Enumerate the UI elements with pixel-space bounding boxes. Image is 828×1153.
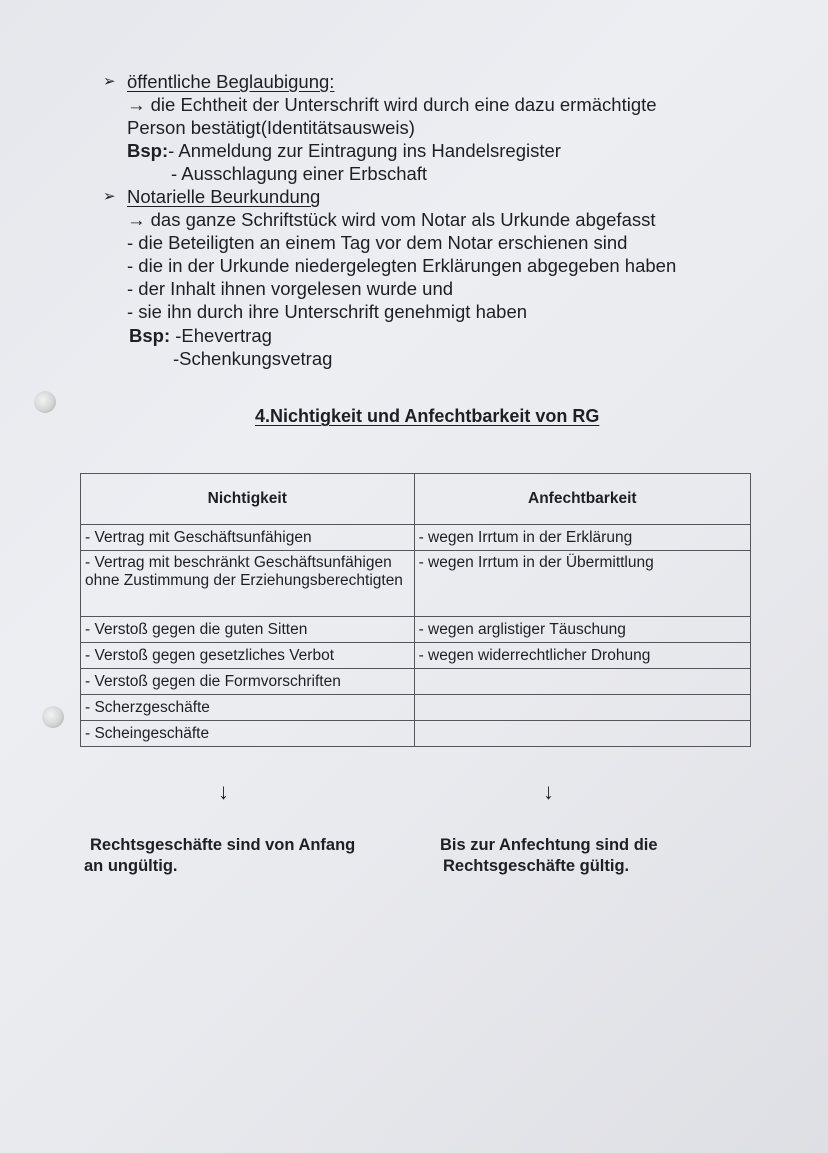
table-cell: - Verstoß gegen die guten Sitten bbox=[81, 617, 415, 643]
beglaubigung-example-1-text: - Anmeldung zur Eintragung ins Handelsregister bbox=[168, 140, 561, 161]
beglaubigung-line-2: Person bestätigt(Identitätsausweis) bbox=[127, 117, 415, 138]
table-cell bbox=[414, 721, 750, 747]
table-cell: - Vertrag mit Geschäftsunfähigen bbox=[81, 525, 415, 551]
beurkundung-line-5: - sie ihn durch ihre Unterschrift genehmigt haben bbox=[127, 301, 528, 322]
comparison-table bbox=[80, 473, 751, 747]
header-nichtigkeit: Nichtigkeit bbox=[81, 474, 415, 525]
table-row bbox=[81, 551, 751, 617]
header-anfechtbarkeit: Anfechtbarkeit bbox=[414, 474, 750, 525]
table-cell: - Verstoß gegen gesetzliches Verbot bbox=[81, 643, 415, 669]
beurkundung-line-1: → das ganze Schriftstück wird vom Notar als Urkunde abgefasst bbox=[127, 209, 656, 230]
bullet-arrow-icon: ➢ bbox=[103, 73, 116, 90]
table-cell: - wegen widerrechtlicher Drohung bbox=[414, 643, 750, 669]
table-row bbox=[81, 721, 751, 747]
beglaubigung-title: öffentliche Beglaubigung: bbox=[127, 71, 335, 92]
beurkundung-example-2: -Schenkungsvetrag bbox=[173, 348, 333, 369]
table-row bbox=[81, 617, 751, 643]
beurkundung-bsp-label: Bsp: bbox=[129, 325, 171, 346]
section-heading: 4.Nichtigkeit und Anfechtbarkeit von RG bbox=[255, 406, 600, 426]
beurkundung-example-1-text: -Ehevertrag bbox=[170, 325, 272, 346]
beurkundung-example-1 bbox=[129, 324, 272, 347]
table-cell: - Vertrag mit beschränkt Geschäftsunfähigen ohne Zustimmung der Erziehungsberechtigten bbox=[81, 551, 415, 617]
table-header-row bbox=[81, 474, 751, 525]
table-row bbox=[81, 525, 751, 551]
beurkundung-line-4: - der Inhalt ihnen vorgelesen wurde und bbox=[127, 278, 454, 299]
table-cell: - Scheingeschäfte bbox=[81, 721, 415, 747]
table-cell bbox=[414, 669, 750, 695]
beglaubigung-bsp-label: Bsp: bbox=[127, 140, 169, 161]
bullet-arrow-icon: ➢ bbox=[103, 188, 116, 205]
conclusion-right-line-1: Bis zur Anfechtung sind die bbox=[440, 836, 658, 854]
table-cell bbox=[414, 695, 750, 721]
beglaubigung-line-1: → die Echtheit der Unterschrift wird durch eine dazu ermächtigte bbox=[127, 94, 657, 115]
table-row bbox=[81, 643, 751, 669]
table-cell: - wegen arglistiger Täuschung bbox=[414, 617, 750, 643]
beurkundung-line-3: - die in der Urkunde niedergelegten Erklärungen abgegeben haben bbox=[127, 255, 677, 276]
table-row bbox=[81, 695, 751, 721]
punch-hole-bottom bbox=[42, 706, 64, 728]
table-cell: - wegen Irrtum in der Übermittlung bbox=[414, 551, 750, 617]
punch-hole-top bbox=[34, 391, 56, 413]
down-arrow-right-icon: ↓ bbox=[543, 779, 554, 804]
beurkundung-line-2: - die Beteiligten an einem Tag vor dem Notar erschienen sind bbox=[127, 232, 628, 253]
table-row bbox=[81, 669, 751, 695]
conclusion-right-line-2: Rechtsgeschäfte gültig. bbox=[443, 857, 630, 875]
table-cell: - Verstoß gegen die Formvorschriften bbox=[81, 669, 415, 695]
table-cell: - Scherzgeschäfte bbox=[81, 695, 415, 721]
beglaubigung-example-1 bbox=[127, 139, 561, 162]
down-arrow-left-icon: ↓ bbox=[218, 779, 229, 804]
beurkundung-title: Notarielle Beurkundung bbox=[127, 186, 321, 207]
table-cell: - wegen Irrtum in der Erklärung bbox=[414, 525, 750, 551]
conclusion-left-line-1: Rechtsgeschäfte sind von Anfang bbox=[90, 836, 356, 854]
beglaubigung-example-2: - Ausschlagung einer Erbschaft bbox=[171, 163, 428, 184]
conclusion-left-line-2: an ungültig. bbox=[84, 857, 178, 875]
